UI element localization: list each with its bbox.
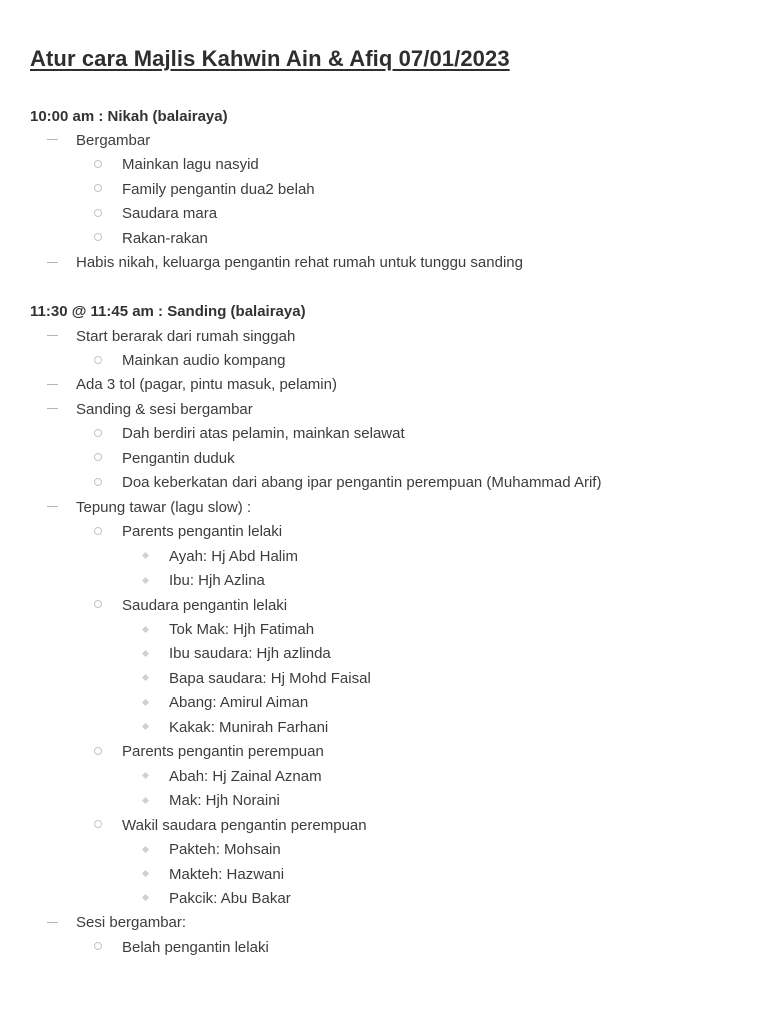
list-item-text: Mainkan audio kompang (122, 352, 286, 369)
list-item (0, 667, 768, 691)
section-heading (0, 105, 768, 129)
list-item (0, 349, 768, 373)
circle-bullet-icon (93, 520, 103, 544)
list-item-text: Mainkan lagu nasyid (122, 156, 259, 174)
list-item (0, 863, 768, 887)
circle-bullet-icon (93, 178, 103, 202)
circle-bullet-icon (93, 422, 103, 446)
list-item (0, 887, 768, 911)
dash-bullet-icon (46, 911, 58, 935)
list-item (0, 153, 768, 177)
section-heading-text: 10:00 am : Nikah (balairaya) (30, 107, 228, 125)
diamond-bullet-icon (140, 789, 150, 813)
list-item-text: Ayah: Hj Abd Halim (169, 547, 298, 565)
circle-bullet-icon (93, 814, 103, 838)
list-item-text: Abang: Amirul Aiman (169, 694, 309, 712)
section-heading (0, 300, 768, 324)
list-item-text: Family pengantin dua2 belah (122, 180, 315, 198)
list-item (0, 496, 768, 520)
list-item (0, 471, 768, 495)
circle-bullet-icon (93, 936, 103, 960)
dash-bullet-icon (46, 373, 58, 397)
list-item (0, 373, 768, 397)
list-item (0, 129, 768, 153)
list-item (0, 838, 768, 862)
diamond-bullet-icon (140, 618, 150, 642)
circle-bullet-icon (93, 202, 103, 226)
list-item-text: Parents pengantin perempuan (122, 743, 324, 761)
dash-bullet-icon (46, 496, 58, 520)
list-item-text: Parents pengantin lelaki (122, 523, 283, 541)
diamond-bullet-icon (140, 838, 150, 862)
list-item (0, 765, 768, 789)
diamond-bullet-icon (140, 642, 150, 666)
list-item-text: Wakil saudara pengantin perempuan (122, 816, 367, 834)
list-item-text: Sesi bergambar: (76, 914, 187, 932)
list-item (0, 398, 768, 422)
list-item (0, 814, 768, 838)
list-item-text: Start berarak dari rumah singgah (76, 327, 296, 345)
circle-bullet-icon (93, 471, 103, 495)
list-item-text: Tepung tawar (lagu slow) : (76, 498, 252, 516)
list-item-text: Doa keberkatan dari abang ipar pengantin perempuan (Muhammad Arif) (122, 474, 602, 492)
diamond-bullet-icon (140, 569, 150, 593)
diamond-bullet-icon (140, 863, 150, 887)
list-item (0, 740, 768, 764)
list-item-text: Habis nikah, keluarga pengantin rehat rumah untuk tunggu sanding (76, 254, 523, 272)
list-item-text: Ada 3 tol (pagar, pintu masuk, pelamin) (76, 376, 337, 394)
list-item (0, 520, 768, 544)
list-item-text: Sanding & sesi bergambar (76, 400, 253, 418)
list-item-text: Belah pengantin lelaki (122, 938, 269, 956)
diamond-bullet-icon (140, 887, 150, 911)
list-item (0, 202, 768, 226)
document-title: Atur cara Majlis Kahwin Ain & Afiq 07/01/2023 (30, 46, 510, 71)
list-item (0, 716, 768, 740)
diamond-bullet-icon (140, 545, 150, 569)
list-item-text: Saudara pengantin lelaki (122, 596, 288, 614)
diamond-bullet-icon (140, 667, 150, 691)
circle-bullet-icon (93, 594, 103, 618)
list-item-text: Pakteh: Mohsain (169, 841, 281, 858)
list-item-text: Pakcik: Abu Bakar (169, 889, 291, 907)
list-item-text: Abah: Hj Zainal Aznam (169, 767, 322, 785)
list-item-text: Kakak: Munirah Farhani (169, 718, 329, 736)
list-item-text: Saudara mara (122, 205, 218, 223)
section-heading-text: 11:30 @ 11:45 am : Sanding (balairaya) (30, 303, 306, 321)
list-item (0, 251, 768, 275)
list-item (0, 325, 768, 349)
list-item (0, 691, 768, 715)
circle-bullet-icon (93, 153, 103, 177)
list-item-text: Tok Mak: Hjh Fatimah (169, 621, 315, 638)
list-item-text: Ibu saudara: Hjh azlinda (169, 645, 331, 663)
list-item (0, 594, 768, 618)
list-item (0, 642, 768, 666)
circle-bullet-icon (93, 740, 103, 764)
list-item-text: Mak: Hjh Noraini (169, 792, 280, 810)
list-item-text: Rakan-rakan (122, 229, 208, 247)
list-item (0, 422, 768, 446)
diamond-bullet-icon (140, 765, 150, 789)
list-item (0, 545, 768, 569)
list-item-text: Ibu: Hjh Azlina (169, 572, 265, 589)
list-item (0, 936, 768, 960)
circle-bullet-icon (93, 349, 103, 373)
list-item (0, 911, 768, 935)
list-item-text: Dah berdiri atas pelamin, mainkan selawat (122, 425, 405, 443)
list-item (0, 227, 768, 251)
dash-bullet-icon (46, 129, 58, 153)
circle-bullet-icon (93, 447, 103, 471)
circle-bullet-icon (93, 227, 103, 251)
diamond-bullet-icon (140, 691, 150, 715)
list-item (0, 789, 768, 813)
list-item (0, 178, 768, 202)
list-item (0, 569, 768, 593)
diamond-bullet-icon (140, 716, 150, 740)
dash-bullet-icon (46, 251, 58, 275)
list-item (0, 618, 768, 642)
list-item-text: Bergambar (76, 131, 151, 149)
dash-bullet-icon (46, 398, 58, 422)
list-item-text: Pengantin duduk (122, 449, 235, 467)
list-item-text: Makteh: Hazwani (169, 865, 285, 883)
list-item-text: Bapa saudara: Hj Mohd Faisal (169, 669, 371, 687)
list-item (0, 447, 768, 471)
dash-bullet-icon (46, 325, 58, 349)
